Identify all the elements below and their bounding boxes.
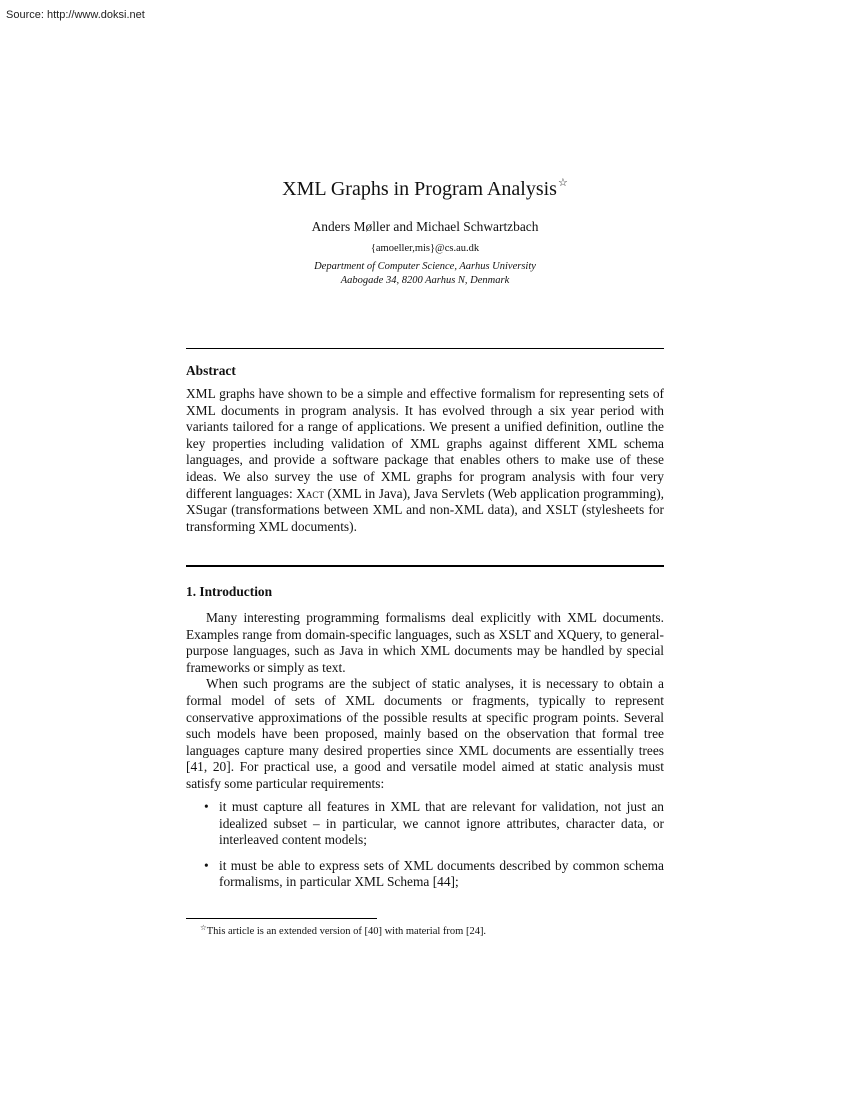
affiliation-line-1: Department of Computer Science, Aarhus University	[314, 261, 536, 272]
list-item-text: it must capture all features in XML that are relevant for validation, not just an idealized subset – in particular, we cannot ignore attributes, character data, or interleaved content models;	[219, 799, 664, 848]
intro-paragraph-2: When such programs are the subject of static analyses, it is necessary to obtain a formal model of sets of XML documents or fragments, typically to represent conservative approximations of the possible results at specific program points. Several such models have been proposed, mainly based on the observation that formal tree languages capture many desired properties since XML documents are essentially trees [41, 20]. For practical use, a good and versatile model aimed at static analysis must satisfy some particular requirements:	[186, 676, 664, 791]
bullet-icon: •	[204, 799, 209, 814]
abstract-text-1: XML graphs have shown to be a simple and effective formalism for representing sets of XML documents in program analysis. It has evolved through a six year period with variants tailored for a range of applications. We present a unified definition, outline the key properties including validation of XML graphs against different XML schema languages, and provide a software package that enables others to make use of these ideas. We also survey the use of XML graphs for program analysis with four very different languages:	[186, 386, 664, 501]
list-item	[186, 858, 664, 891]
abstract-top-rule	[186, 348, 664, 349]
affiliation	[0, 260, 850, 287]
abstract-heading: Abstract	[186, 363, 236, 378]
bullet-icon: •	[204, 857, 209, 873]
abstract-text-2: (XML in Java), Java Servlets (Web application programming), XSugar (transformations between XML and non-XML data), and XSLT (stylesheets for transforming XML documents).	[186, 485, 665, 534]
source-label: Source: http://www.doksi.net	[6, 9, 145, 21]
section-heading-introduction: 1. Introduction	[186, 584, 273, 599]
paper-title	[0, 171, 850, 201]
footnote	[200, 923, 486, 937]
authors: Anders Møller and Michael Schwartzbach	[311, 219, 539, 234]
list-item	[186, 799, 664, 849]
intro-paragraph-1: Many interesting programming formalisms deal explicitly with XML documents. Examples range from domain-specific languages, such as XSLT and XQuery, to general-purpose languages, such as Java in which XML documents may be handled by special frameworks or simply as text.	[186, 610, 664, 675]
abstract-bottom-rule	[186, 565, 664, 567]
list-item-text: it must be able to express sets of XML documents described by common schema formalisms, in particular XML Schema [44];	[219, 857, 664, 890]
introduction-body	[186, 610, 664, 793]
affiliation-line-2: Aabogade 34, 8200 Aarhus N, Denmark	[340, 274, 510, 286]
footnote-mark: ☆	[200, 923, 207, 932]
footnote-rule	[186, 918, 377, 919]
title-footnote-mark: ☆	[557, 177, 568, 189]
footnote-text: This article is an extended version of [40] with material from [24].	[206, 926, 487, 937]
requirements-list	[186, 799, 664, 900]
author-email: {amoeller,mis}@cs.au.dk	[370, 243, 480, 254]
paper-title-text: XML Graphs in Program Analysis	[282, 178, 557, 200]
abstract-body	[186, 386, 664, 535]
xact-name: Xact	[296, 485, 324, 501]
